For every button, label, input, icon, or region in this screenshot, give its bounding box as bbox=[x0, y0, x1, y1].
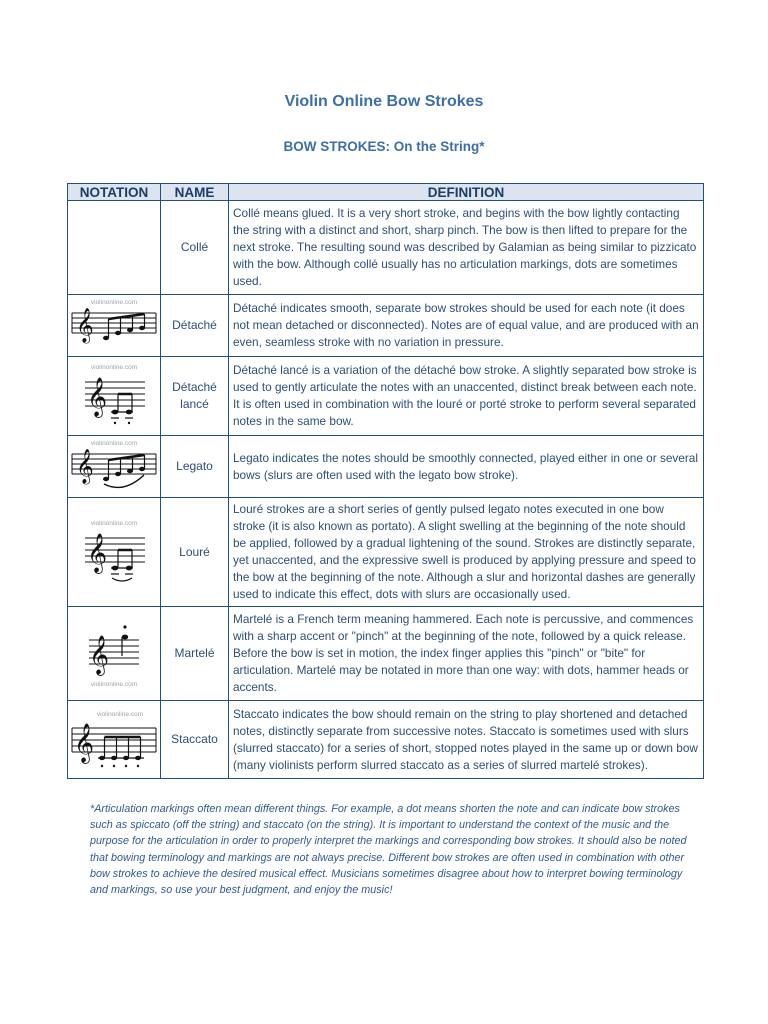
svg-text:𝄞: 𝄞 bbox=[74, 722, 95, 763]
header-definition: DEFINITION bbox=[229, 184, 704, 201]
bow-strokes-table bbox=[67, 183, 704, 779]
header-notation: NOTATION bbox=[68, 184, 161, 201]
svg-text:𝄞: 𝄞 bbox=[76, 448, 94, 484]
staccato-notation-icon bbox=[70, 704, 158, 776]
svg-text:𝄞: 𝄞 bbox=[76, 307, 94, 343]
detache-notation-icon bbox=[70, 297, 158, 355]
table-row bbox=[68, 357, 704, 436]
martele-notation-icon bbox=[79, 618, 149, 690]
stroke-name: Collé bbox=[161, 201, 229, 295]
page-subtitle: BOW STROKES: On the String* bbox=[283, 139, 485, 154]
stroke-definition: Martelé is a French term meaning hammered. Each note is percussive, and commences with a sharp accent or "pinch" at the beginning of the note, followed by a quick release. Before the bow is set in motion, the index finger applies this "pinch" or "bite" for articulation. Martelé may be notated in more than one way: with dots, hammer heads or accents. bbox=[229, 607, 704, 701]
stroke-name: Staccato bbox=[161, 701, 229, 779]
stroke-name: Louré bbox=[161, 498, 229, 607]
stroke-name-line2: lancé bbox=[180, 397, 209, 411]
stroke-definition: Détaché indicates smooth, separate bow strokes should be used for each note (it does not mean detached or disconnected). Notes are of equal value, and are produced with an even, seamless stroke with no variation in pressure. bbox=[229, 295, 704, 357]
table-row bbox=[68, 607, 704, 701]
detache-lance-notation-icon bbox=[79, 360, 149, 432]
table-row bbox=[68, 201, 704, 295]
stroke-definition: Collé means glued. It is a very short stroke, and begins with the bow lightly contacting the string with a distinct and short, sharp pinch. The bow is then lifted to prepare for the next stroke. The resulting sound was described by Galamian as being similar to pizzicato with the bow. Although collé usually has no articulation markings, dots are sometimes used. bbox=[229, 201, 704, 295]
page-title: Violin Online Bow Strokes bbox=[284, 93, 484, 110]
legato-notation-icon bbox=[70, 438, 158, 496]
stroke-name: Martelé bbox=[161, 607, 229, 701]
svg-text:𝄞: 𝄞 bbox=[89, 634, 110, 675]
watermark-text: violinonline.com bbox=[96, 710, 144, 718]
stroke-definition: Louré strokes are a short series of gently pulsed legato notes executed in one bow stroke (it is also known as portato). A slight swelling at the beginning of the note should be applied, followed by a gradual lightening of the sound. Strokes are distinctly separate, yet unaccented, and the expressive swell is produced by applying pressure and speed to the bow at the beginning of the note. Although a slur and horizontal dashes are generally used to indicate this effect, dots with slurs are occasionally used. bbox=[229, 498, 704, 607]
watermark-text: violinonline.com bbox=[90, 298, 138, 306]
notation-cell-empty bbox=[68, 201, 161, 295]
table-row bbox=[68, 295, 704, 357]
svg-text:𝄞: 𝄞 bbox=[87, 377, 108, 417]
footnote: *Articulation markings often mean different things. For example, a dot means shorten the note and can indicate bow strokes such as spiccato (off the string) and staccato (on the string). It is important to understand the context of the music and the purpose for the articulation in order to properly interpret the markings and corresponding bow strokes. It should also be noted that bowing terminology and markings are not always precise. Different bow strokes are often used in combination with other bow strokes to achieve the desired musical effect. Musicians sometimes disagree about how to interpret bowing terminology and markings, so use your best judgment, and enjoy the music! bbox=[90, 803, 687, 897]
stroke-definition: Staccato indicates the bow should remain on the string to play shortened and detached notes, distinctly separate from successive notes. Staccato is sometimes used with slurs (slurred staccato) for a series of short, stopped notes played in the same up or down bow (many violinists perform slurred staccato as a series of slurred martelé strokes). bbox=[229, 701, 704, 779]
stroke-name: Legato bbox=[161, 436, 229, 498]
watermark-text: violinonline.com bbox=[90, 439, 138, 447]
svg-text:𝄞: 𝄞 bbox=[87, 533, 108, 573]
stroke-name-line1: Détaché bbox=[172, 380, 217, 394]
watermark-text: violinonline.com bbox=[90, 520, 138, 527]
loure-notation-icon bbox=[79, 516, 149, 588]
stroke-name: Détaché bbox=[161, 295, 229, 357]
watermark-text: violinonline.com bbox=[90, 364, 138, 371]
table-row bbox=[68, 498, 704, 607]
stroke-definition: Legato indicates the notes should be smoothly connected, played either in one or several bows (slurs are often used with the legato bow stroke). bbox=[229, 436, 704, 498]
watermark-text: violinonline.com bbox=[90, 680, 138, 688]
stroke-definition: Détaché lancé is a variation of the détaché bow stroke. A slightly separated bow stroke is used to gently articulate the notes with an unaccented, distinct break between each note. It is often used in combination with the louré or porté stroke to perform several separated notes in the same bow. bbox=[229, 357, 704, 436]
header-name: NAME bbox=[161, 184, 229, 201]
table-row bbox=[68, 701, 704, 779]
table-header-row bbox=[68, 184, 704, 201]
table-row bbox=[68, 436, 704, 498]
